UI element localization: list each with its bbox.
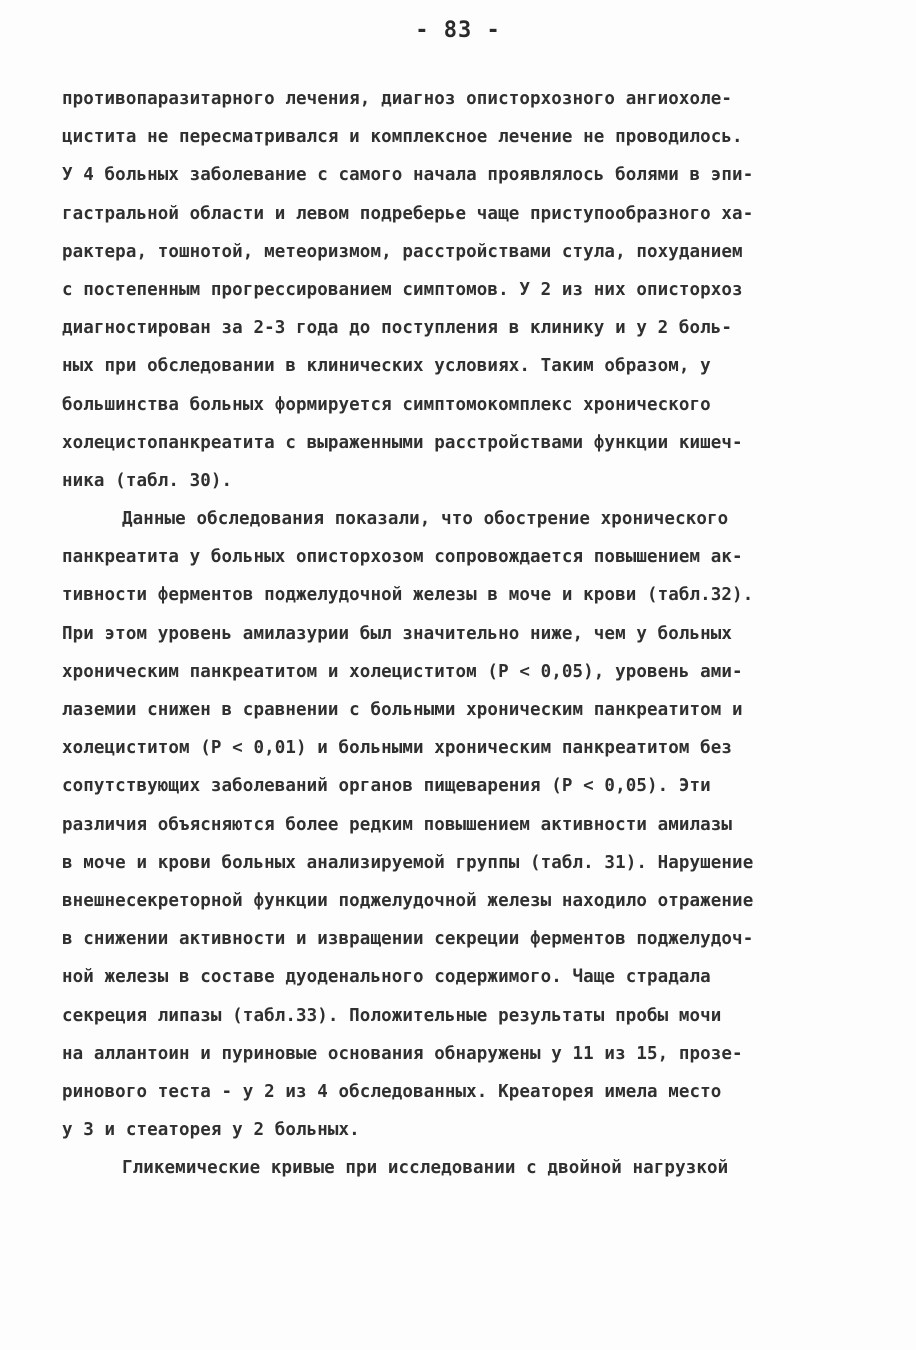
paragraph-start-line: Данные обследования показали, что обострение хронического	[122, 509, 729, 530]
text-line: ринового теста - у 2 из 4 обследованных. Креаторея имела место	[62, 1081, 722, 1102]
text-line: у 3 и стеаторея у 2 больных.	[62, 1120, 360, 1141]
text-line: с постепенным прогрессированием симптомов. У 2 из них описторхоз	[62, 279, 743, 300]
text-line: ных при обследовании в клинических условиях. Таким образом, у	[62, 356, 711, 377]
text-line: тивности ферментов поджелудочной железы в моче и крови (табл.32).	[62, 585, 754, 606]
text-line: на аллантоин и пуриновые основания обнаружены у 11 из 15, прозе-	[62, 1043, 743, 1064]
text-line: в снижении активности и извращении секреции ферментов поджелудоч-	[62, 929, 754, 950]
text-line: ной железы в составе дуоденального содержимого. Чаще страдала	[62, 967, 711, 988]
page-number: - 83 -	[415, 18, 501, 43]
text-line: холециститом (Р < 0,01) и больными хроническим панкреатитом без	[62, 738, 733, 759]
text-line: холецистопанкреатита с выраженными расстройствами функции кишеч-	[62, 432, 743, 453]
text-line: в моче и крови больных анализируемой группы (табл. 31). Нарушение	[62, 852, 754, 873]
text-line: большинства больных формируется симптомокомплекс хронического	[62, 394, 711, 415]
text-line: сопутствующих заболеваний органов пищеварения (Р < 0,05). Эти	[62, 776, 711, 797]
text-line: панкреатита у больных описторхозом сопровождается повышением ак-	[62, 547, 743, 568]
text-line: цистита не пересматривался и комплексное лечение не проводилось.	[62, 127, 743, 148]
text-line: ника (табл. 30).	[62, 470, 233, 491]
text-line: различия объясняются более редким повышением активности амилазы	[62, 814, 733, 835]
text-line: рактера, тошнотой, метеоризмом, расстройствами стула, похуданием	[62, 241, 743, 262]
text-line: секреция липазы (табл.33). Положительные результаты пробы мочи	[62, 1005, 722, 1026]
text-line: лаземии снижен в сравнении с больными хроническим панкреатитом и	[62, 700, 743, 720]
paragraph-start-line: Гликемические кривые при исследовании с двойной нагрузкой	[122, 1158, 729, 1179]
text-line: противопаразитарного лечения, диагноз описторхозного ангиохоле-	[62, 89, 733, 109]
text-line: диагностирован за 2-3 года до поступления в клинику и у 2 боль-	[62, 318, 733, 339]
body-text	[62, 80, 862, 1187]
text-line: внешнесекреторной функции поджелудочной железы находило отражение	[62, 890, 754, 911]
text-line: гастральной области и левом подреберье чаще приступообразного ха-	[62, 203, 754, 224]
text-line: хроническим панкреатитом и холециститом (Р < 0,05), уровень ами-	[62, 661, 743, 682]
text-line: При этом уровень амилазурии был значительно ниже, чем у больных	[62, 623, 733, 644]
text-line: У 4 больных заболевание с самого начала проявлялось болями в эпи-	[62, 165, 754, 186]
